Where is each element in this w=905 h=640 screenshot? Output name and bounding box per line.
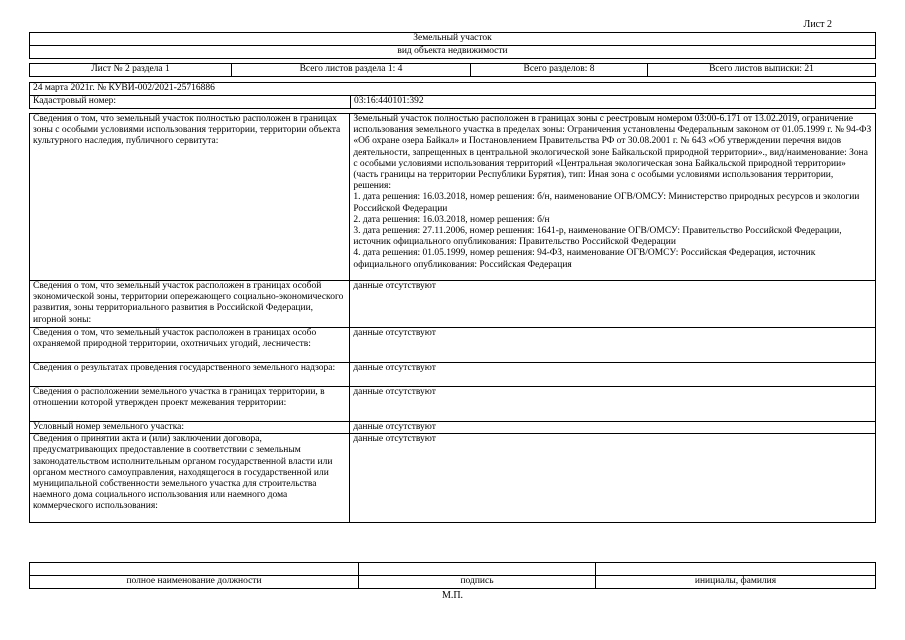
decision-item: 1. дата решения: 16.03.2018, номер решения: б/н, наименование ОГВ/ОМСУ: Министерство природных ресурсов и экологии Российской Федерации xyxy=(353,192,860,214)
name-field xyxy=(596,563,876,576)
position-field xyxy=(30,563,359,576)
row-label: Сведения о принятии акта и (или) заключении договора, предусматривающих предоставление в соответствии с земельным законодательством исполнительным органом государственной власти или органом местного самоуправления, находящегося в государственной или муниципальной собственности земельного участка для строительства наемного дома социального использования или наемного дома коммерческого использования: xyxy=(30,434,350,523)
row-value: данные отсутствуют xyxy=(350,328,876,363)
row-label: Сведения о том, что земельный участок полностью расположен в границах зоны с особыми условиями использования территории, территории объекта культурного наследия, публичного сервитута: xyxy=(30,114,350,281)
table-row xyxy=(30,114,876,281)
row-value: данные отсутствуют xyxy=(350,281,876,328)
details-table xyxy=(29,113,876,523)
signature-field xyxy=(359,563,596,576)
name-caption: инициалы, фамилия xyxy=(596,576,876,589)
stamp-place: М.П. xyxy=(441,590,464,601)
table-row xyxy=(30,422,876,434)
decision-item: 4. дата решения: 01.05.1999, номер решения: 94-ФЗ, наименование ОГВ/ОМСУ: Российская Федерация, источник официального опубликования: Российская Федерация xyxy=(353,248,816,270)
decision-item: 3. дата решения: 27.11.2006, номер решения: 1641-р, наименование ОГВ/ОМСУ: Правительство Российской Федерации, источник официального опубликования: Правительство Российской Федерации xyxy=(353,226,842,248)
table-row xyxy=(30,387,876,422)
total-sections: Всего разделов: 8 xyxy=(471,64,648,77)
total-sheets-section: Всего листов раздела 1: 4 xyxy=(232,64,471,77)
cadastral-table xyxy=(29,95,876,109)
object-title: Земельный участок xyxy=(30,33,876,46)
row-label: Сведения о расположении земельного участка в границах территории, в отношении которой утвержден проект межевания территории: xyxy=(30,387,350,422)
date-reference-table xyxy=(29,82,876,96)
position-caption: полное наименование должности xyxy=(30,576,359,589)
row-label: Сведения о том, что земельный участок расположен в границах особой экономической зоны, территории опережающего социально-экономического развития, зоны территориального развития в Российской Федерации, игорной зоны: xyxy=(30,281,350,328)
signature-table xyxy=(29,562,876,589)
sections-info xyxy=(29,63,876,77)
table-row xyxy=(30,363,876,387)
cadastral-number: 03:16:440101:392 xyxy=(351,96,876,109)
row-label: Сведения о результатах проведения государственного земельного надзора: xyxy=(30,363,350,387)
table-row xyxy=(30,328,876,363)
cadastral-label: Кадастровый номер: xyxy=(30,96,351,109)
object-type-caption: вид объекта недвижимости xyxy=(30,46,876,59)
row-value xyxy=(350,114,876,281)
total-sheets-extract: Всего листов выписки: 21 xyxy=(648,64,876,77)
row-label: Сведения о том, что земельный участок расположен в границах особо охраняемой природной территории, охотничьих угодий, лесничеств: xyxy=(30,328,350,363)
row-value: данные отсутствуют xyxy=(350,387,876,422)
row-value: данные отсутствуют xyxy=(350,434,876,523)
sheet-number: Лист 2 xyxy=(803,19,832,30)
signature-caption: подпись xyxy=(359,576,596,589)
decision-item: 2. дата решения: 16.03.2018, номер решения: б/н xyxy=(353,214,550,225)
row-value: данные отсутствуют xyxy=(350,363,876,387)
row-label: Условный номер земельного участка: xyxy=(30,422,350,434)
table-row xyxy=(30,281,876,328)
extract-date-number: 24 марта 2021г. № КУВИ-002/2021-25716886 xyxy=(30,83,876,96)
document-header xyxy=(29,32,876,59)
table-row xyxy=(30,434,876,523)
sheet-of-section: Лист № 2 раздела 1 xyxy=(30,64,232,77)
row-value: данные отсутствуют xyxy=(350,422,876,434)
zone-description: Земельный участок полностью расположен в границах зоны с реестровым номером 03:00-6.171 от 13.02.2019, ограничение использования земельного участка в пределах зоны: Ограничения установлены Федеральным законом от 01.05.1999 г. № 94-ФЗ «Об охране озера Байкал» и Постановлением Правительства РФ от 30.08.2001 г. № 643 «Об утверждении перечня видов деятельности, запрещенных в центральной экологической зоне Байкальской природной территории»., вид/наименование: Зона с особыми условиями использования территорий «Центральная экологическая зона Байкальской природной территории» (часть границы на территории Республики Бурятия), тип: Иная зона с особыми условиями использования территории, решения: xyxy=(353,114,872,192)
